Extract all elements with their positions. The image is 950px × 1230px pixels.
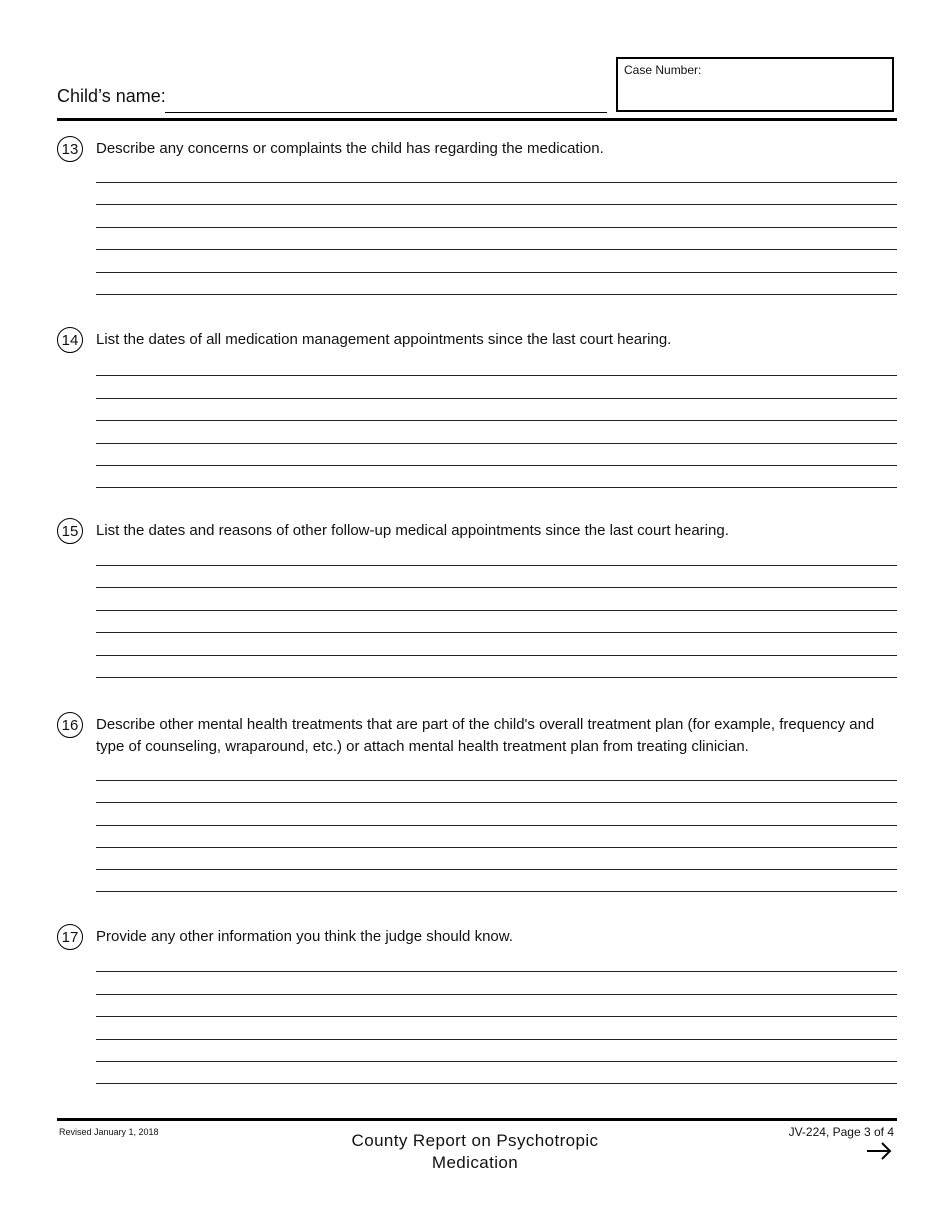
right-arrow-icon[interactable] xyxy=(864,1140,894,1162)
answer-line[interactable] xyxy=(96,1039,897,1040)
question-text: Describe any concerns or complaints the child has regarding the medication. xyxy=(96,140,604,157)
answer-line[interactable] xyxy=(96,204,897,205)
question-number: 17 xyxy=(57,924,83,950)
question-number: 16 xyxy=(57,712,83,738)
answer-line[interactable] xyxy=(96,677,897,678)
answer-line[interactable] xyxy=(96,847,897,848)
answer-line[interactable] xyxy=(96,249,897,250)
form-title: County Report on Psychotropic Medication xyxy=(351,1131,599,1172)
answer-line[interactable] xyxy=(96,655,897,656)
child-name-field[interactable] xyxy=(165,112,607,113)
question-number: 14 xyxy=(57,327,83,353)
answer-line[interactable] xyxy=(96,994,897,995)
case-number-label: Case Number: xyxy=(624,63,702,77)
answer-line[interactable] xyxy=(96,869,897,870)
answer-line[interactable] xyxy=(96,294,897,295)
answer-line[interactable] xyxy=(96,1061,897,1062)
question-text: Provide any other information you think the judge should know. xyxy=(96,928,513,945)
case-number-box[interactable] xyxy=(616,57,894,112)
answer-line[interactable] xyxy=(96,780,897,781)
answer-line[interactable] xyxy=(96,971,897,972)
question-number: 13 xyxy=(57,136,83,162)
answer-line[interactable] xyxy=(96,420,897,421)
answer-line[interactable] xyxy=(96,465,897,466)
answer-line[interactable] xyxy=(96,1016,897,1017)
question-number: 15 xyxy=(57,518,83,544)
answer-line[interactable] xyxy=(96,610,897,611)
answer-line[interactable] xyxy=(96,587,897,588)
answer-line[interactable] xyxy=(96,487,897,488)
answer-line[interactable] xyxy=(96,891,897,892)
footer-rule xyxy=(57,1118,897,1121)
answer-line[interactable] xyxy=(96,825,897,826)
form-page-id: JV-224, Page 3 of 4 xyxy=(788,1125,894,1139)
revised-date: Revised January 1, 2018 xyxy=(59,1127,159,1137)
answer-line[interactable] xyxy=(96,272,897,273)
question-text: List the dates and reasons of other follow-up medical appointments since the last court hearing. xyxy=(96,522,729,539)
answer-line[interactable] xyxy=(96,182,897,183)
answer-line[interactable] xyxy=(96,375,897,376)
child-name-label: Child’s name: xyxy=(57,86,166,106)
answer-line[interactable] xyxy=(96,802,897,803)
answer-line[interactable] xyxy=(96,398,897,399)
question-text: List the dates of all medication management appointments since the last court hearing. xyxy=(96,331,672,348)
answer-line[interactable] xyxy=(96,632,897,633)
answer-line[interactable] xyxy=(96,227,897,228)
answer-line[interactable] xyxy=(96,443,897,444)
answer-line[interactable] xyxy=(96,565,897,566)
answer-line[interactable] xyxy=(96,1083,897,1084)
header-rule xyxy=(57,118,897,121)
question-text: Describe other mental health treatments that are part of the child's overall treatment plan (for example, frequency and type of counseling, wraparound, etc.) or attach mental health treatment plan from treating clinician. xyxy=(96,716,875,755)
